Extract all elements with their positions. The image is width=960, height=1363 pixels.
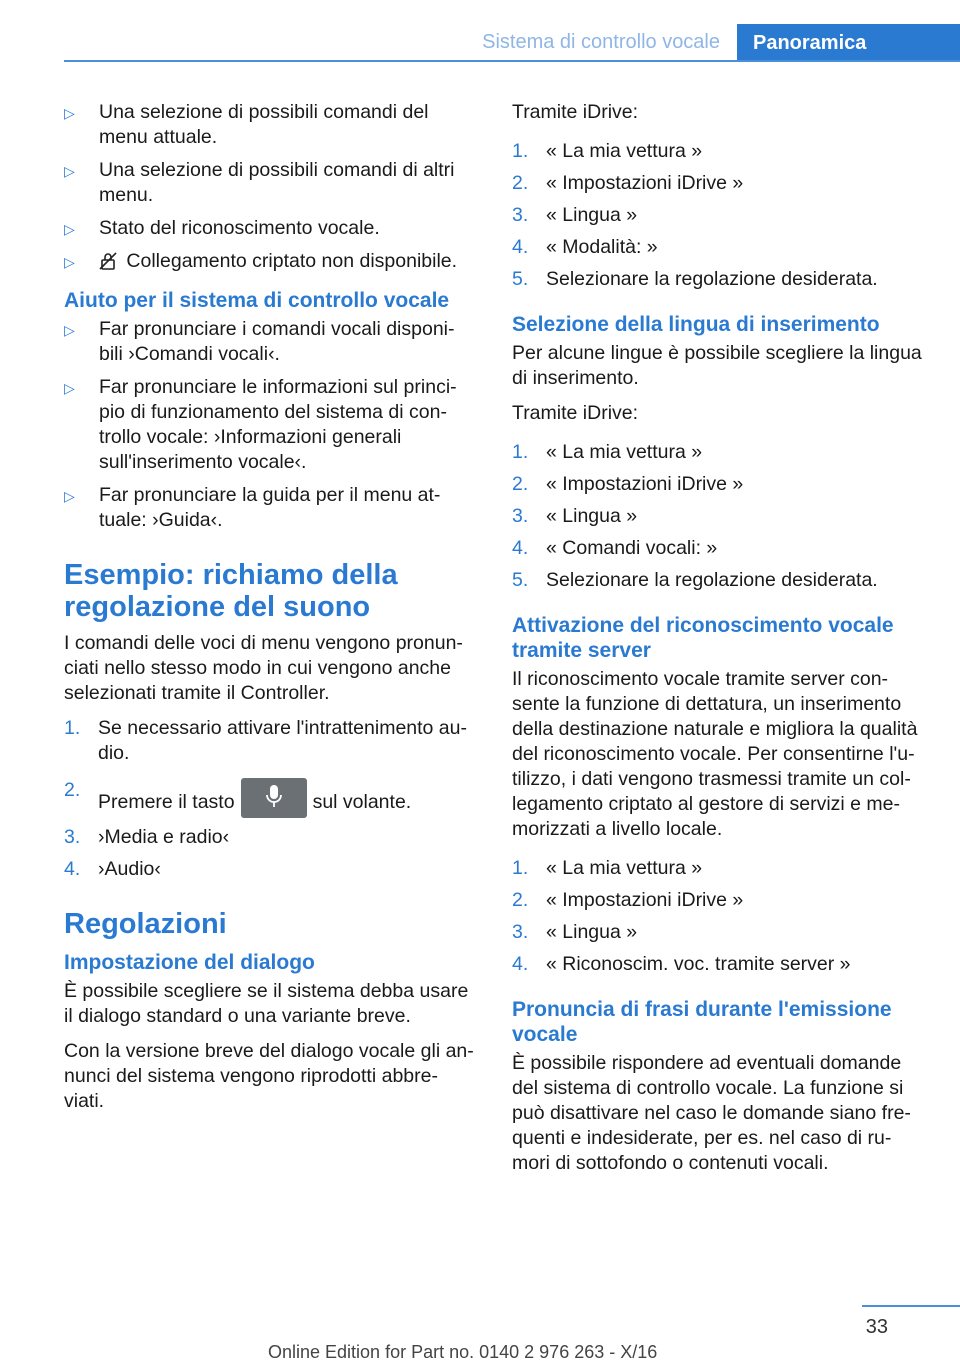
list-item: ▷ Far pronunciare i comandi vocali disponi-bili ›Comandi vocali‹.: [64, 318, 455, 365]
header-rule: [64, 60, 960, 62]
list-item: 2. « Impostazioni iDrive »: [512, 889, 744, 911]
list-item: 1. « La mia vettura »: [512, 140, 703, 162]
list-item: 1. « La mia vettura »: [512, 441, 703, 463]
list-item: 3. ›Media e radio‹: [64, 826, 230, 848]
idrive-label: Tramite iDrive:: [512, 402, 639, 424]
bullet-triangle-icon: ▷: [64, 322, 75, 338]
speak-heading: Pronuncia di frasi durante l'emissione vocale: [512, 998, 892, 1046]
dialog-text: È possibile scegliere se il sistema debba usare il dialogo standard o una variante breve.: [64, 980, 469, 1027]
list-item: 1. « La mia vettura »: [512, 857, 703, 879]
example-heading: Esempio: richiamo della regolazione del suono: [64, 559, 398, 623]
server-text: Il riconoscimento vocale tramite server con-sente la funzione di dettatura, un inserimento della destinazione naturale e migliora la qualità del riconoscimento vocale. Per consentirne l'u-tilizzo, i dati vengono trasmessi tramite un col-legamento criptato al gestore di servizi e me-morizzati a livello locale.: [512, 668, 918, 840]
voice-button-icon: [241, 778, 307, 818]
speak-text: È possibile rispondere ad eventuali domande del sistema di controllo vocale. La funzione si può disattivare nel caso le domande siano fre-quenti e indesiderate, per es. nel caso di ru-mori di sottofondo o contenuti vocali.: [512, 1052, 911, 1174]
lang-text: Per alcune lingue è possibile scegliere la lingua di inserimento.: [512, 342, 922, 389]
crossed-lock-icon: [99, 252, 117, 270]
settings-heading: Regolazioni: [64, 908, 227, 940]
list-item: 3. « Lingua »: [512, 204, 638, 226]
list-item: ▷ Una selezione di possibili comandi del menu attuale.: [64, 101, 429, 148]
list-item: ▷ Una selezione di possibili comandi di altri menu.: [64, 159, 455, 206]
list-item: ▷ Far pronunciare la guida per il menu at-tuale: ›Guida‹.: [64, 484, 441, 531]
list-item: ▷ Stato del riconoscimento vocale.: [64, 216, 478, 241]
section-title: Sistema di controllo vocale: [482, 31, 720, 53]
list-item: ▷ Far pronunciare le informazioni sul princi-pio di funzionamento del sistema di con-trollo vocale: ›Informazioni generali sull'inserimento vocale‹.: [64, 376, 457, 473]
list-item: 4. « Riconoscim. voc. tramite server »: [512, 953, 851, 975]
list-item: 4. ›Audio‹: [64, 858, 161, 880]
list-item: 1. Se necessario attivare l'intrattenimento au-dio.: [64, 717, 467, 764]
bullet-triangle-icon: ▷: [64, 488, 75, 504]
bullet-triangle-icon: ▷: [64, 163, 75, 179]
footer-rule: [862, 1305, 960, 1307]
list-item: 3. « Lingua »: [512, 921, 638, 943]
bullet-triangle-icon: ▷: [64, 221, 75, 237]
example-text: I comandi delle voci di menu vengono pronun-ciati nello stesso modo in cui vengono anche selezionati tramite il Controller.: [64, 632, 463, 704]
server-heading: Attivazione del riconoscimento vocale tramite server: [512, 614, 894, 662]
right-column: [512, 100, 926, 1186]
edition-note: Online Edition for Part no. 0140 2 976 263 - X/16: [268, 1342, 658, 1362]
bullet-triangle-icon: ▷: [64, 105, 75, 121]
list-item: 5. Selezionare la regolazione desiderata.: [512, 268, 878, 290]
list-item: 2. « Impostazioni iDrive »: [512, 172, 744, 194]
list-item: ▷ Collegamento criptato non disponibile.: [64, 249, 478, 274]
list-item: 5. Selezionare la regolazione desiderata.: [512, 569, 878, 591]
dialog-text: Con la versione breve del dialogo vocale gli an-nunci del sistema vengono riprodotti abbre-viati.: [64, 1040, 474, 1112]
list-item: 4. « Comandi vocali: »: [512, 537, 718, 559]
lang-heading: Selezione della lingua di inserimento: [512, 313, 880, 336]
list-item: 3. « Lingua »: [512, 505, 638, 527]
bullet-triangle-icon: ▷: [64, 254, 75, 270]
list-item: 4. « Modalità: »: [512, 236, 658, 258]
page-header: [0, 0, 960, 62]
idrive-label: Tramite iDrive:: [512, 101, 639, 123]
list-item: 2. Premere il tasto sul volante.: [64, 778, 478, 818]
page-number: 33: [865, 1316, 888, 1338]
help-heading: Aiuto per il sistema di controllo vocale: [64, 289, 450, 312]
section-tab: Panoramica: [737, 24, 960, 62]
left-column: [64, 100, 478, 1124]
list-item: 2. « Impostazioni iDrive »: [512, 473, 744, 495]
bullet-triangle-icon: ▷: [64, 380, 75, 396]
dialog-heading: Impostazione del dialogo: [64, 951, 315, 974]
